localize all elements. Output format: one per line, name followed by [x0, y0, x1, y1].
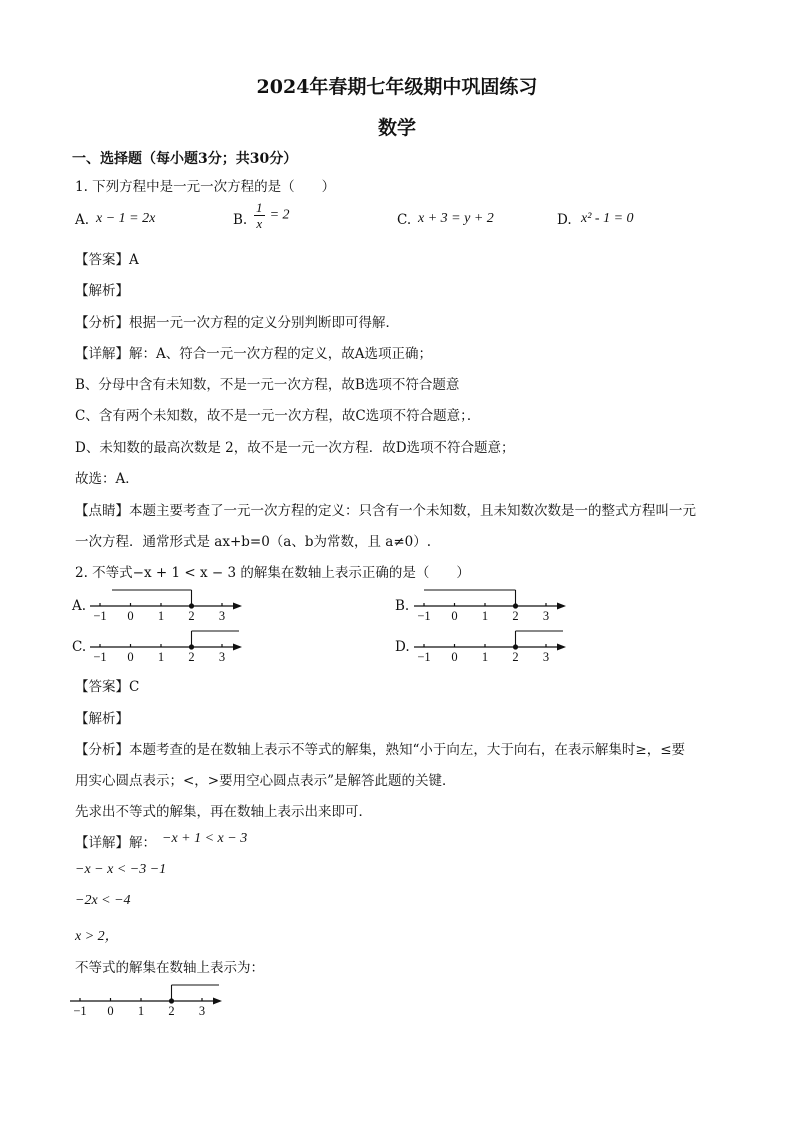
number-line-option-a	[88, 586, 253, 628]
fraction-numerator: 1	[256, 200, 263, 215]
fraction	[254, 200, 265, 231]
axis-arrow	[557, 644, 566, 651]
q1-option-b-label: B.	[233, 212, 248, 228]
tick-label: 3	[218, 609, 226, 623]
section-heading: 一、选择题（每小题3分；共30分）	[72, 151, 298, 167]
axis-arrow	[213, 998, 222, 1005]
q2-option-c-label: C.	[72, 639, 87, 655]
tick-label: 0	[451, 609, 458, 623]
tick-label: 1	[481, 609, 489, 623]
q1-option-c-label: C.	[397, 212, 412, 228]
q2-option-d-label: D.	[395, 639, 410, 655]
fraction-rest: = 2	[269, 207, 290, 223]
q1-line-b: B、分母中含有未知数，不是一元一次方程，故B选项不符合题意	[75, 377, 460, 393]
q2-option-a-label: A.	[72, 598, 87, 614]
q2-fenxi-line3: 先求出不等式的解集，再在数轴上表示出来即可．	[75, 804, 372, 820]
tick-label: −1	[417, 609, 431, 623]
tick-label: 3	[198, 1004, 206, 1018]
tick-label: 1	[481, 650, 489, 664]
tick-label: 3	[542, 650, 550, 664]
solution-point	[189, 644, 194, 649]
q1-option-d-label: D.	[557, 212, 572, 228]
axis-arrow	[233, 644, 242, 651]
tick-label: 1	[137, 1004, 145, 1018]
q1-option-c-expr: x + 3 = y + 2	[418, 211, 494, 226]
q1-option-b-expr	[254, 200, 290, 231]
tick-label: −1	[73, 1004, 87, 1018]
q1-line-d: D、未知数的最高次数是 2，故不是一元一次方程．故D选项不符合题意；	[75, 440, 515, 456]
q2-fenxi-line2: 用实心圆点表示；<，>要用空心圆点表示”是解答此题的关键．	[75, 773, 456, 789]
number-line-option-d	[412, 627, 577, 669]
q1-remark-line2: 一次方程．通常形式是 ax+b=0（a、b为常数，且 a≠0）.	[75, 534, 432, 550]
tick-label: 3	[218, 650, 226, 664]
q2-option-b-label: B.	[395, 598, 410, 614]
tick-label: 2	[168, 1004, 175, 1018]
q1-stem: 1. 下列方程中是一元一次方程的是（ ）	[75, 179, 336, 195]
tick-label: 0	[127, 609, 134, 623]
page-subtitle: 数学	[377, 117, 416, 139]
solution-point	[513, 603, 518, 608]
tick-label: 0	[107, 1004, 114, 1018]
q1-analysis-heading: 【解析】	[75, 283, 129, 299]
number-line-option-b	[412, 586, 577, 628]
tick-label: 1	[157, 650, 165, 664]
fraction-denominator: x	[256, 216, 263, 231]
q1-option-d-expr: x² - 1 = 0	[581, 211, 634, 226]
q1-option-a-label: A.	[75, 212, 90, 228]
tick-label: 2	[188, 650, 195, 664]
page-title: 2024年春期七年级期中巩固练习	[256, 76, 538, 98]
tick-label: 2	[188, 609, 195, 623]
q1-line-c: C、含有两个未知数，故不是一元一次方程，故C选项不符合题意；．	[75, 408, 481, 424]
axis-arrow	[233, 603, 242, 610]
axis-arrow	[557, 603, 566, 610]
q1-answer: 【答案】A	[75, 252, 139, 268]
solution-point	[189, 603, 194, 608]
q2-detail-label: 【详解】解：	[75, 835, 156, 851]
q1-option-a-expr: x − 1 = 2x	[96, 211, 156, 226]
q1-detail: 【详解】解：A、符合一元一次方程的定义，故A选项正确；	[75, 346, 432, 362]
tick-label: 0	[451, 650, 458, 664]
q2-answer: 【答案】C	[75, 679, 140, 695]
tick-label: 2	[512, 609, 519, 623]
q2-fenxi-line1: 【分析】本题考查的是在数轴上表示不等式的解集，熟知“小于向左，大于向右，在表示解集时≥，≤要	[75, 742, 686, 758]
q2-step5: 不等式的解集在数轴上表示为：	[75, 960, 264, 976]
q2-step3: −2x < −4	[75, 893, 131, 908]
tick-label: −1	[93, 650, 107, 664]
q2-step1: −x + 1 < x − 3	[162, 831, 248, 846]
q1-choice: 故选：A．	[75, 471, 139, 487]
tick-label: 0	[127, 650, 134, 664]
q1-fenxi: 【分析】根据一元一次方程的定义分别判断即可得解．	[75, 315, 399, 331]
q2-step2: −x − x < −3 −1	[75, 862, 167, 877]
q2-step4: x > 2，	[75, 929, 119, 944]
q1-remark-line1: 【点睛】本题主要考查了一元一次方程的定义：只含有一个未知数，且未知数次数是一的整式方程叫一元	[75, 503, 696, 519]
tick-label: 3	[542, 609, 550, 623]
tick-label: 1	[157, 609, 165, 623]
tick-label: −1	[93, 609, 107, 623]
q2-stem: 2. 不等式−x + 1 < x − 3 的解集在数轴上表示正确的是（ ）	[75, 565, 470, 581]
tick-label: 2	[512, 650, 519, 664]
number-line-option-c	[88, 627, 253, 669]
solution-point	[513, 644, 518, 649]
number-line-solution	[68, 976, 233, 1024]
q2-analysis-heading: 【解析】	[75, 711, 129, 727]
tick-label: −1	[417, 650, 431, 664]
solution-point	[169, 998, 174, 1003]
